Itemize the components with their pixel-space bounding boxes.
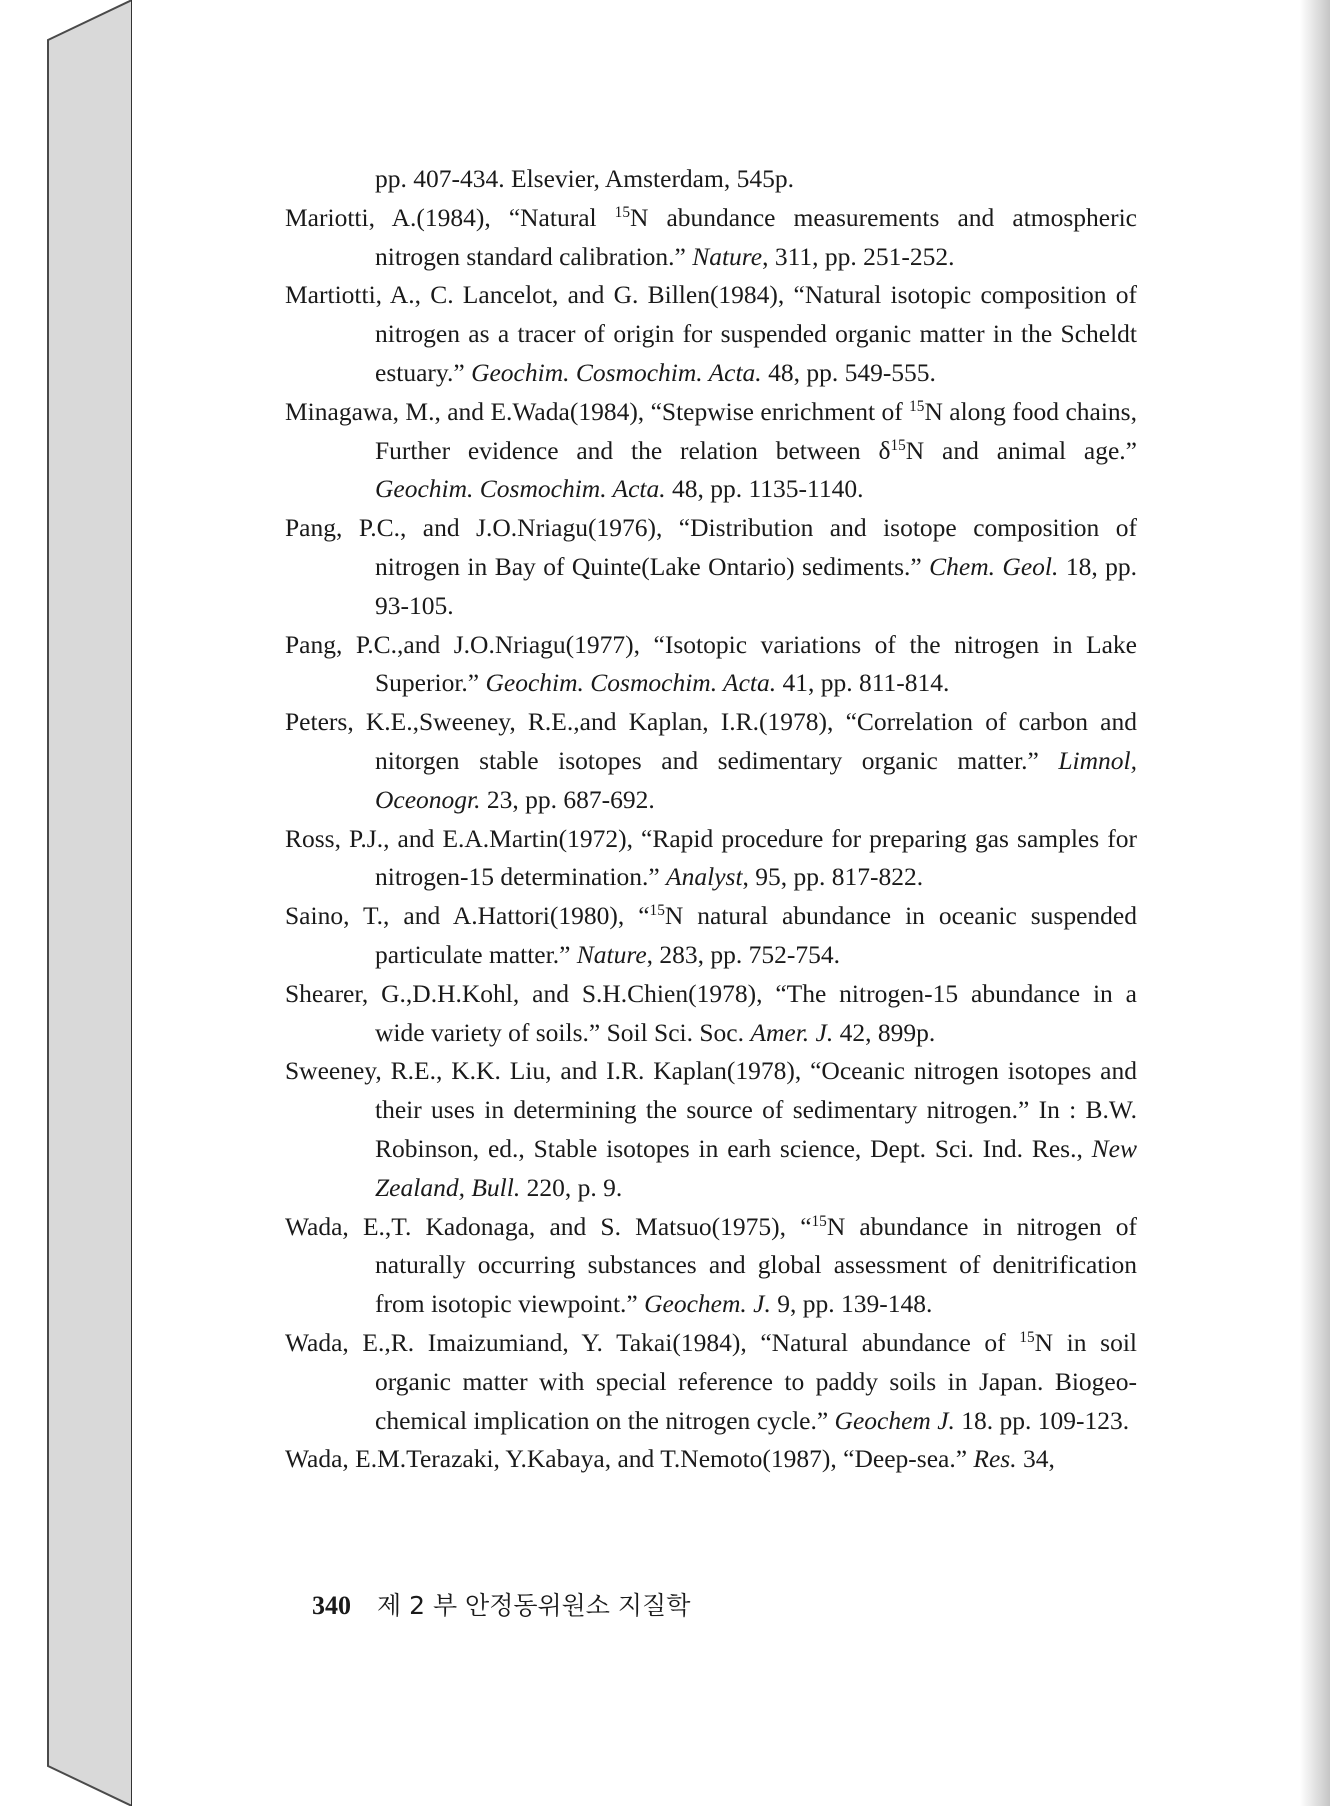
reference-entry (285, 975, 1137, 1053)
reference-text: N abundance measurements and atmospheric nitrogen standard calibration.” (375, 202, 1137, 271)
reference-text: Peters, K.E.,Sweeney, R.E.,and Kaplan, I.R.(1978), “Correlation of carbon and nitorgen stable isotopes and sedimentary organic matter.” (285, 707, 1137, 775)
reference-text: , 95, pp. 817-822. (742, 862, 924, 892)
reference-entry (285, 1324, 1137, 1440)
reference-entry (285, 199, 1137, 277)
reference-text: 48, pp. 549-555. (761, 357, 936, 387)
section-title: 제 2 부 안정동위원소 지질학 (377, 1591, 691, 1620)
journal-title: Analyst (666, 862, 743, 892)
reference-entry (285, 1208, 1137, 1324)
reference-text: 9, pp. 139-148. (770, 1289, 933, 1319)
reference-text: 220, p. 9. (520, 1172, 623, 1202)
reference-text: N natural abundance in oceanic suspended particulate matter.” (375, 901, 1137, 969)
reference-entry (285, 703, 1137, 819)
reference-text: Sweeney, R.E., K.K. Liu, and I.R. Kaplan(1978), “Oceanic nitrogen isotopes and their uses in determining the source of sedimentary nitrogen.” In : B.W. Robinson, ed., Stable isotopes in earh science, Dept. Sci. Ind. Res., (285, 1056, 1137, 1163)
journal-title: Geochem. J. (644, 1289, 771, 1319)
reference-text: Wada, E.,R. Imaizumiand, Y. Takai(1984), “Natural abundance of (285, 1327, 1020, 1357)
reference-text: 41, pp. 811-814. (776, 668, 950, 698)
reference-text: Shearer, G.,D.H.Kohl, and S.H.Chien(1978), “The nitrogen-15 abundance in a wide variety of soils.” Soil Sci. Soc. (285, 978, 1137, 1047)
superscript: 15 (649, 901, 665, 919)
reference-text: N along food chains, Further evidence and the relation between δ (375, 396, 1137, 465)
superscript: 15 (1019, 1328, 1035, 1346)
reference-entry (285, 626, 1137, 704)
journal-title: Amer. J. (750, 1017, 834, 1047)
reference-entry (285, 1440, 1137, 1479)
journal-title: Geochim. Cosmochim. Acta. (471, 357, 762, 387)
journal-title: Nature (692, 241, 763, 271)
journal-title: Limnol, Oceonogr. (375, 745, 1137, 814)
reference-text: 18. pp. 109-123. (954, 1405, 1130, 1435)
reference-entry (285, 509, 1137, 625)
journal-title: Geochim. Cosmochim. Acta. (375, 474, 666, 504)
superscript: 15 (811, 1212, 827, 1230)
reference-text: , 283, pp. 752-754. (646, 939, 841, 969)
journal-title: Nature (576, 939, 647, 969)
reference-text: N in soil organic matter with special reference to paddy soils in Japan. Biogeo-chemical implication on the nitrogen cycle.” (375, 1327, 1137, 1435)
reference-text: Mariotti, A.(1984), “Natural (285, 202, 615, 232)
journal-title: New Zealand, Bull. (375, 1133, 1137, 1202)
superscript: 15 (614, 203, 630, 221)
reference-text: Pang, P.C.,and J.O.Nriagu(1977), “Isotopic variations of the nitrogen in Lake Superior.” (285, 629, 1137, 698)
reference-entry (285, 393, 1137, 509)
reference-text: Pang, P.C., and J.O.Nriagu(1976), “Distribution and isotope composition of nitrogen in Bay of Quinte(Lake Ontario) sediments.” (285, 513, 1137, 581)
reference-text: 23, pp. 687-692. (480, 784, 655, 814)
reference-text: 18, pp. 93-105. (375, 551, 1137, 620)
reference-entry (285, 820, 1137, 898)
reference-text: Ross, P.J., and E.A.Martin(1972), “Rapid procedure for preparing gas samples for nitrogen-15 determination.” (285, 823, 1137, 892)
reference-text: Wada, E.M.Terazaki, Y.Kabaya, and T.Nemoto(1987), “Deep-sea.” (285, 1444, 974, 1474)
journal-title: Chem. Geol. (929, 551, 1059, 581)
reference-list (285, 160, 1137, 1479)
reference-entry (285, 897, 1137, 975)
reference-text: Saino, T., and A.Hattori(1980), “ (285, 901, 650, 931)
reference-text: N and animal age.” (905, 435, 1138, 465)
page-number: 340 (312, 1591, 351, 1620)
reference-text: 42, 899p. (833, 1017, 936, 1047)
reference-entry (285, 276, 1137, 392)
journal-title: Geochem J. (834, 1405, 955, 1435)
reference-entry (285, 1052, 1137, 1207)
page-edge-shadow (1300, 0, 1330, 1806)
superscript: 15 (890, 436, 906, 454)
reference-text: Minagawa, M., and E.Wada(1984), “Stepwise enrichment of (285, 396, 910, 426)
journal-title: Geochim. Cosmochim. Acta. (485, 668, 777, 698)
reference-text: Martiotti, A., C. Lancelot, and G. Billen(1984), “Natural isotopic composition of nitrogen as a tracer of origin for suspended organic matter in the Scheldt estuary.” (285, 280, 1137, 387)
reference-entry (285, 160, 1137, 199)
reference-text: 34, (1016, 1444, 1055, 1474)
superscript: 15 (909, 397, 925, 415)
page-footer (312, 1586, 690, 1622)
reference-text: pp. 407-434. Elsevier, Amsterdam, 545p. (375, 164, 794, 193)
reference-text: N abundance in nitrogen of naturally occurring substances and global assessment of denitrification from isotopic viewpoint.” (375, 1211, 1137, 1319)
reference-text: Wada, E.,T. Kadonaga, and S. Matsuo(1975), “ (285, 1211, 812, 1241)
reference-text: , 311, pp. 251-252. (762, 241, 955, 271)
journal-title: Res. (973, 1444, 1017, 1474)
reference-text: 48, pp. 1135-1140. (665, 474, 864, 504)
